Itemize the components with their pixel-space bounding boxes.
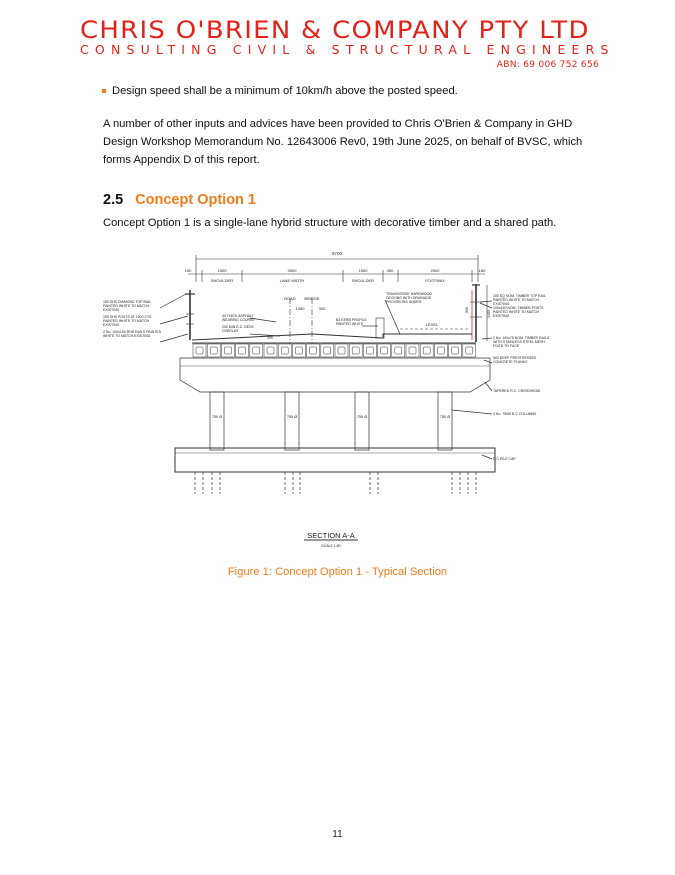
company-abn: ABN: 69 006 752 656 [496, 60, 599, 70]
label-right-rails: 2 No. 100x75 NOM. TIMBER RAILS WITH STAINLESS STEEL MESH FIXED TO FACE [493, 336, 550, 348]
company-tagline: CONSULTING CIVIL & STRUCTURAL ENGINEERS [80, 42, 615, 57]
section-number: 2.5 [103, 192, 124, 208]
figure-caption: Figure 1: Concept Option 1 - Typical Section [227, 566, 448, 578]
label-asphalt: 40 THICK ASPHALT WEARING COURSE [222, 314, 255, 322]
plank-void [196, 347, 203, 354]
dim-label: 2500 [430, 268, 440, 273]
page-number: 11 [332, 829, 343, 840]
dim-label: 150 [184, 268, 192, 273]
column-dim: 750 Ø [286, 415, 298, 419]
plank-void [338, 347, 345, 354]
label-left-top-rail: 150 SHS DIAMOND TOP RAIL PAINTED WHITE TO MATCH EXISTING [103, 300, 152, 312]
label-pile-cap: R.C PILE CAP [493, 457, 516, 461]
dim-label: 150 [478, 268, 486, 273]
plank-void [295, 347, 302, 354]
dim-300: 300 [318, 306, 326, 311]
dim-label: 1500 [217, 268, 227, 273]
crosshead [180, 358, 490, 392]
dim-label: 3500 [287, 268, 297, 273]
dim-word: FOOTWAY [425, 278, 445, 283]
column-dim: 750 Ø [356, 415, 368, 419]
column-dim: 750 Ø [211, 415, 223, 419]
company-name: CHRIS O'BRIEN & COMPANY PTY LTD [80, 16, 590, 44]
level-label: LEVEL [425, 322, 439, 327]
bullet-square-icon [102, 89, 106, 93]
plank-void [452, 347, 459, 354]
dim-1400: 1400 [487, 310, 491, 318]
label-deck-overlay: 200 MIN R.C. DECK OVERLAY [222, 325, 254, 333]
dim-1450: 1450 [295, 306, 305, 311]
plank-void [310, 347, 317, 354]
plank-void [352, 347, 359, 354]
dim-label: 450 [386, 268, 394, 273]
dim-word: LANE WIDTH [279, 278, 305, 283]
section-title: Concept Option 1 [135, 192, 257, 208]
plank-void [466, 347, 473, 354]
plank-void [210, 347, 217, 354]
overall-dim-label: 9700 [331, 251, 343, 256]
plank-void [423, 347, 430, 354]
crossfall-label: 3% [267, 335, 273, 340]
label-left-posts: 150 SHS POSTS AT 1500 CTS PAINTED WHITE TO MATCH EXISTING [103, 315, 152, 327]
plank-void [281, 347, 288, 354]
drawing-scale: SCALE 1:50 [321, 544, 341, 548]
dim-900: 900 [465, 307, 469, 313]
bullet-text: Design speed shall be a minimum of 10km/h above the posted speed. [112, 85, 458, 97]
section-heading [103, 192, 256, 208]
dim-word: SHOULDER [351, 278, 375, 283]
columns [210, 392, 452, 450]
pile-cap [175, 448, 495, 472]
plank-void [381, 347, 388, 354]
plank-void [395, 347, 402, 354]
road-label: ROAD [284, 296, 296, 301]
plank-void [253, 347, 260, 354]
plank-void [324, 347, 331, 354]
plank-void [267, 347, 274, 354]
bridge-label: BRIDGE [304, 296, 320, 301]
label-columns: 4 No. 750Ø R.C COLUMNS [493, 412, 537, 416]
body-paragraph: A number of other inputs and advices have been provided to Chris O'Brien & Company in GHD Design Workshop Memorandum No. 12643006 Rev0, 19th June 2025, on behalf of BVSC, which forms Appendix D of this report. [103, 118, 583, 166]
dim-word: SHOULDER [210, 278, 234, 283]
prestressed-planks [193, 344, 476, 357]
label-right-posts: 100x150 NOM. TIMBER POSTS PAINTED WHITE TO MATCH EXISTING [493, 306, 544, 318]
dim-label: 1500 [358, 268, 368, 273]
column-dim: 750 Ø [439, 415, 451, 419]
label-crosshead: TAPERED R.C. CROSSHEAD [493, 389, 541, 393]
piles [195, 472, 476, 494]
section-drawing [100, 242, 590, 552]
label-planks: 500 DEEP PRESTRESSED CONCRETE PLANKS [493, 356, 537, 364]
bullet-item [112, 85, 458, 97]
plank-void [224, 347, 231, 354]
section-intro: Concept Option 1 is a single-lane hybrid structure with decorative timber and a shared path. [103, 217, 557, 229]
label-right-top-rail: 100 SQ NOM. TIMBER TOP RAIL PAINTED WHITE TO MATCH EXISTING [493, 294, 546, 306]
plank-void [437, 347, 444, 354]
plank-void [409, 347, 416, 354]
drawing-section-title: SECTION A-A [307, 531, 355, 540]
plank-void [366, 347, 373, 354]
label-kerb: B3 KERB PROFILE PAINTED WHITE [336, 318, 367, 326]
label-decking: TRANSVERSE HARDWOOD DECKING WITH DRAINAGE PROVISIONS UNDER [386, 292, 432, 304]
plank-void [239, 347, 246, 354]
label-left-rails: 2 No. 100x150 RHS RAILS PAINTED WHITE TO MATCH EXISTING [103, 330, 162, 338]
